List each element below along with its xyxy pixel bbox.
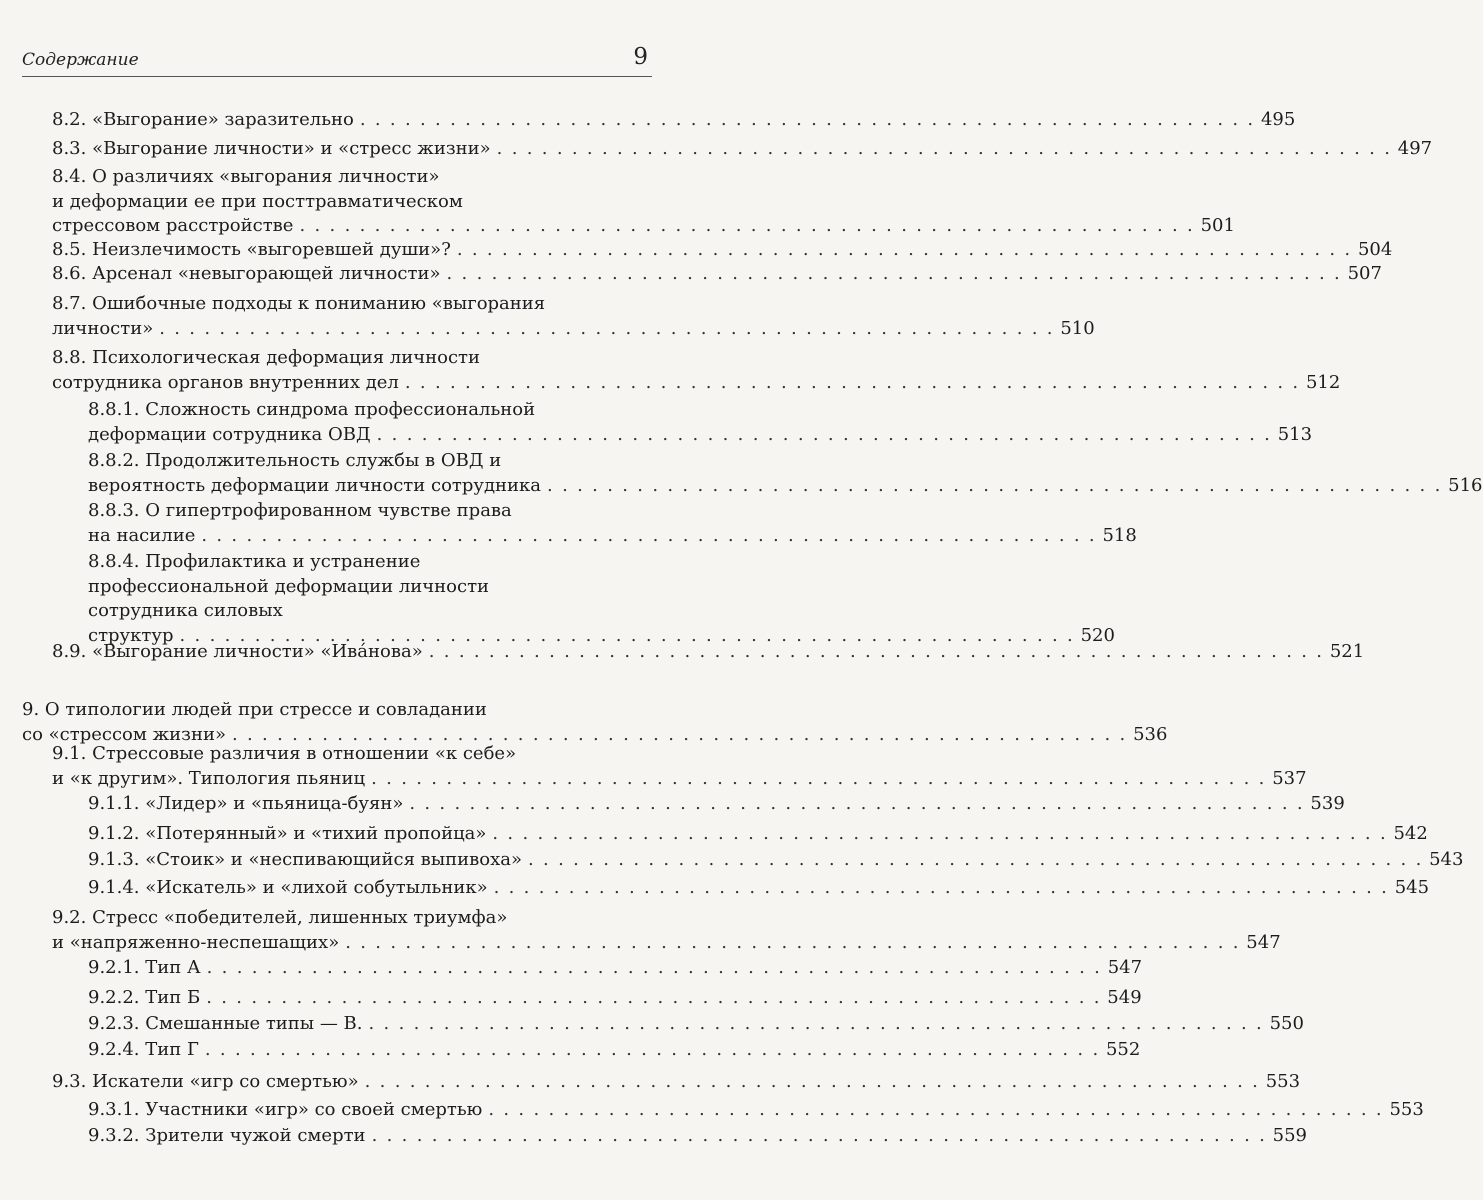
toc-page-number: 547: [1246, 931, 1281, 953]
toc-entry-title: 9. О типологии людей при стрессе и совладании: [22, 699, 487, 720]
page-number: 9: [633, 44, 648, 70]
toc-entry[interactable]: [88, 1098, 1424, 1123]
toc-page-number: 501: [1200, 215, 1235, 236]
toc-entry-title: 8.8.3. О гипертрофированном чувстве права: [88, 500, 512, 521]
toc-entry[interactable]: [52, 640, 1365, 665]
toc-page-number: 516: [1448, 474, 1483, 496]
toc-page-number: 513: [1277, 423, 1313, 445]
dot-leader: . . . . . . . . . . . . . . . . . . . . . . . . . . . . . . . . . . . . . . . . . . . . . . . . . . . . . . . . . . . .: [496, 138, 1392, 159]
toc-entry-title: на насилие: [88, 524, 196, 546]
dot-leader: . . . . . . . . . . . . . . . . . . . . . . . . . . . . . . . . . . . . . . . . . . . . . . . . . . . . . . . . . . . .: [231, 723, 1128, 745]
toc-page-number: 510: [1060, 317, 1095, 339]
toc-entry-title: сотрудника органов внутренних дел: [52, 371, 399, 393]
toc-entry-title: 8.5. Неизлечимость «выгоревшей души»?: [52, 239, 451, 260]
toc-page-number: 553: [1389, 1099, 1424, 1120]
toc-page-number: 543: [1429, 849, 1464, 870]
toc-entry-title: 9.1.4. «Искатель» и «лихой собутыльник»: [88, 877, 488, 898]
toc-page-number: 537: [1272, 767, 1307, 789]
toc-page-number: 521: [1329, 641, 1365, 662]
toc-entry-title: вероятность деформации личности сотрудника: [88, 474, 542, 496]
dot-leader: . . . . . . . . . . . . . . . . . . . . . . . . . . . . . . . . . . . . . . . . . . . . . . . . . . . . . . . . . . . .: [428, 641, 1324, 662]
toc-entry[interactable]: [52, 165, 1235, 239]
toc-entry[interactable]: [52, 137, 1433, 162]
dot-leader: . . . . . . . . . . . . . . . . . . . . . . . . . . . . . . . . . . . . . . . . . . . . . . . . . . . . . . . . . . . .: [376, 423, 1272, 445]
toc-entry-title: 9.3.2. Зрители чужой смерти: [88, 1125, 366, 1146]
toc-entry-title: и «к другим». Типология пьяниц: [52, 767, 366, 789]
dot-leader: . . . . . . . . . . . . . . . . . . . . . . . . . . . . . . . . . . . . . . . . . . . . . . . . . . . . . . . . . . . .: [528, 849, 1424, 870]
dot-leader: . . . . . . . . . . . . . . . . . . . . . . . . . . . . . . . . . . . . . . . . . . . . . . . . . . . . . . . . . . . .: [345, 931, 1241, 953]
toc-entry-title: 9.3. Искатели «игр со смертью»: [52, 1071, 359, 1092]
toc-entry[interactable]: [88, 499, 1137, 548]
toc-page-number: 545: [1394, 877, 1430, 898]
toc-entry[interactable]: [52, 262, 1382, 287]
toc-entry[interactable]: [88, 398, 1313, 447]
toc-entry[interactable]: [88, 792, 1345, 817]
toc-entry[interactable]: [22, 698, 1168, 747]
toc-entry-title: 9.2.3. Смешанные типы — В.: [88, 1013, 363, 1034]
toc-entry-title: 8.2. «Выгорание» заразительно: [52, 109, 354, 130]
toc-page-number: 497: [1397, 138, 1433, 159]
toc-entry-title: структур: [88, 624, 174, 646]
toc-entry[interactable]: [88, 449, 1483, 498]
toc-entry-title: 9.3.1. Участники «игр» со своей смертью: [88, 1099, 483, 1120]
toc-entry[interactable]: [52, 238, 1393, 263]
toc-entry[interactable]: [88, 1124, 1308, 1149]
toc-entry-title: 8.8.2. Продолжительность службы в ОВД и: [88, 450, 502, 471]
dot-leader: . . . . . . . . . . . . . . . . . . . . . . . . . . . . . . . . . . . . . . . . . . . . . . . . . . . . . . . . . . . .: [299, 215, 1195, 236]
toc-entry-title: 9.2.1. Тип А: [88, 957, 201, 978]
toc-page-number: 539: [1310, 793, 1345, 814]
toc-page-number: 547: [1107, 957, 1143, 978]
toc-entry-title: 8.4. О различиях «выгорания личности»: [52, 166, 440, 187]
toc-entry-title: стрессовом расстройстве: [52, 215, 294, 236]
toc-entry-title: со «стрессом жизни»: [22, 723, 226, 745]
dot-leader: . . . . . . . . . . . . . . . . . . . . . . . . . . . . . . . . . . . . . . . . . . . . . . . . . . . . . . . . . . . .: [488, 1099, 1384, 1120]
toc-entry[interactable]: [88, 822, 1428, 847]
toc-entry-title: 9.2.2. Тип Б: [88, 987, 201, 1008]
dot-leader: . . . . . . . . . . . . . . . . . . . . . . . . . . . . . . . . . . . . . . . . . . . . . . . . . . . . . . . . . . . .: [492, 823, 1388, 844]
toc-entry-title: 8.7. Ошибочные подходы к пониманию «выгорания: [52, 293, 546, 314]
toc-entry-title: деформации сотрудника ОВД: [88, 423, 371, 445]
toc-entry-title: 9.1.2. «Потерянный» и «тихий пропойца»: [88, 823, 487, 844]
toc-entry[interactable]: [52, 108, 1296, 133]
toc-page-number: 550: [1269, 1013, 1304, 1034]
toc-page-number: 507: [1347, 263, 1382, 284]
toc-entry-title: 9.1.3. «Стоик» и «неспивающийся выпивоха»: [88, 849, 523, 870]
toc-entry-title: 9.1.1. «Лидер» и «пьяница-буян»: [88, 793, 404, 814]
toc-entry-title: 8.6. Арсенал «невыгорающей личности»: [52, 263, 441, 284]
toc-entry[interactable]: [88, 1038, 1141, 1063]
toc-entry[interactable]: [52, 346, 1341, 395]
dot-leader: . . . . . . . . . . . . . . . . . . . . . . . . . . . . . . . . . . . . . . . . . . . . . . . . . . . . . . . . . . . .: [201, 524, 1097, 546]
toc-entry-title: личности»: [52, 317, 154, 339]
toc-entry[interactable]: [88, 848, 1464, 873]
dot-leader: . . . . . . . . . . . . . . . . . . . . . . . . . . . . . . . . . . . . . . . . . . . . . . . . . . . . . . . . . . . .: [371, 767, 1267, 789]
dot-leader: . . . . . . . . . . . . . . . . . . . . . . . . . . . . . . . . . . . . . . . . . . . . . . . . . . . . . . . . . . . .: [206, 987, 1102, 1008]
toc-entry-title: 9.1. Стрессовые различия в отношении «к себе»: [52, 743, 517, 764]
toc-entry-title: и «напряженно-неспешащих»: [52, 931, 340, 953]
toc-page-number: 536: [1133, 723, 1168, 745]
dot-leader: . . . . . . . . . . . . . . . . . . . . . . . . . . . . . . . . . . . . . . . . . . . . . . . . . . . . . . . . . . . .: [371, 1125, 1267, 1146]
toc-entry[interactable]: [88, 876, 1430, 901]
dot-leader: . . . . . . . . . . . . . . . . . . . . . . . . . . . . . . . . . . . . . . . . . . . . . . . . . . . . . . . . . . . .: [493, 877, 1389, 898]
toc-entry-title: 8.3. «Выгорание личности» и «стресс жизни»: [52, 138, 491, 159]
toc-page-number: 553: [1265, 1071, 1301, 1092]
dot-leader: . . . . . . . . . . . . . . . . . . . . . . . . . . . . . . . . . . . . . . . . . . . . . . . . . . . . . . . . . . . .: [409, 793, 1305, 814]
toc-entry[interactable]: [88, 956, 1143, 981]
toc-page-number: 504: [1357, 239, 1393, 260]
dot-leader: . . . . . . . . . . . . . . . . . . . . . . . . . . . . . . . . . . . . . . . . . . . . . . . . . . . . . . . . . . . .: [206, 957, 1102, 978]
dot-leader: . . . . . . . . . . . . . . . . . . . . . . . . . . . . . . . . . . . . . . . . . . . . . . . . . . . . . . . . . . . .: [359, 109, 1255, 130]
toc-entry-title: 9.2.4. Тип Г: [88, 1039, 199, 1060]
toc-entry[interactable]: [52, 1070, 1301, 1095]
toc-entry-title: и деформации ее при посттравматическом: [52, 190, 463, 212]
toc-entry[interactable]: [52, 742, 1307, 791]
dot-leader: . . . . . . . . . . . . . . . . . . . . . . . . . . . . . . . . . . . . . . . . . . . . . . . . . . . . . . . . . . . .: [446, 263, 1342, 284]
dot-leader: . . . . . . . . . . . . . . . . . . . . . . . . . . . . . . . . . . . . . . . . . . . . . . . . . . . . . . . . . . . .: [179, 624, 1075, 646]
toc-page-number: 552: [1105, 1039, 1141, 1060]
toc-entry[interactable]: [88, 550, 1115, 648]
dot-leader: . . . . . . . . . . . . . . . . . . . . . . . . . . . . . . . . . . . . . . . . . . . . . . . . . . . . . . . . . . . .: [368, 1013, 1264, 1034]
toc-page-number: 518: [1102, 524, 1137, 546]
dot-leader: . . . . . . . . . . . . . . . . . . . . . . . . . . . . . . . . . . . . . . . . . . . . . . . . . . . . . . . . . . . .: [547, 474, 1443, 496]
toc-entry[interactable]: [88, 1012, 1304, 1037]
toc-entry-title: 8.8.4. Профилактика и устранение: [88, 551, 421, 572]
dot-leader: . . . . . . . . . . . . . . . . . . . . . . . . . . . . . . . . . . . . . . . . . . . . . . . . . . . . . . . . . . . .: [204, 1039, 1100, 1060]
toc-entry-title: 8.9. «Выгорание личности» «Ива́нова»: [52, 641, 423, 662]
dot-leader: . . . . . . . . . . . . . . . . . . . . . . . . . . . . . . . . . . . . . . . . . . . . . . . . . . . . . . . . . . . .: [456, 239, 1352, 260]
toc-entry[interactable]: [88, 986, 1142, 1011]
dot-leader: . . . . . . . . . . . . . . . . . . . . . . . . . . . . . . . . . . . . . . . . . . . . . . . . . . . . . . . . . . . .: [364, 1071, 1260, 1092]
toc-page-number: 542: [1393, 823, 1428, 844]
dot-leader: . . . . . . . . . . . . . . . . . . . . . . . . . . . . . . . . . . . . . . . . . . . . . . . . . . . . . . . . . . . .: [404, 371, 1300, 393]
running-title: Содержание: [22, 50, 139, 70]
toc-entry-title: 8.8.1. Сложность синдрома профессиональной: [88, 399, 536, 420]
toc-entry[interactable]: [52, 292, 1095, 341]
toc-entry-title: 8.8. Психологическая деформация личности: [52, 347, 480, 368]
toc-page-number: 520: [1080, 624, 1115, 646]
toc-page-number: 549: [1107, 987, 1142, 1008]
dot-leader: . . . . . . . . . . . . . . . . . . . . . . . . . . . . . . . . . . . . . . . . . . . . . . . . . . . . . . . . . . . .: [159, 317, 1055, 339]
toc-entry[interactable]: [52, 906, 1281, 955]
toc-entry-title: сотрудника силовых: [88, 600, 283, 621]
toc-page-number: 495: [1260, 109, 1296, 130]
toc-entry-title: профессиональной деформации личности: [88, 575, 490, 597]
toc-page-number: 559: [1272, 1125, 1308, 1146]
toc-entry-title: 9.2. Стресс «победителей, лишенных триумфа»: [52, 907, 508, 928]
toc-page-number: 512: [1305, 371, 1341, 393]
